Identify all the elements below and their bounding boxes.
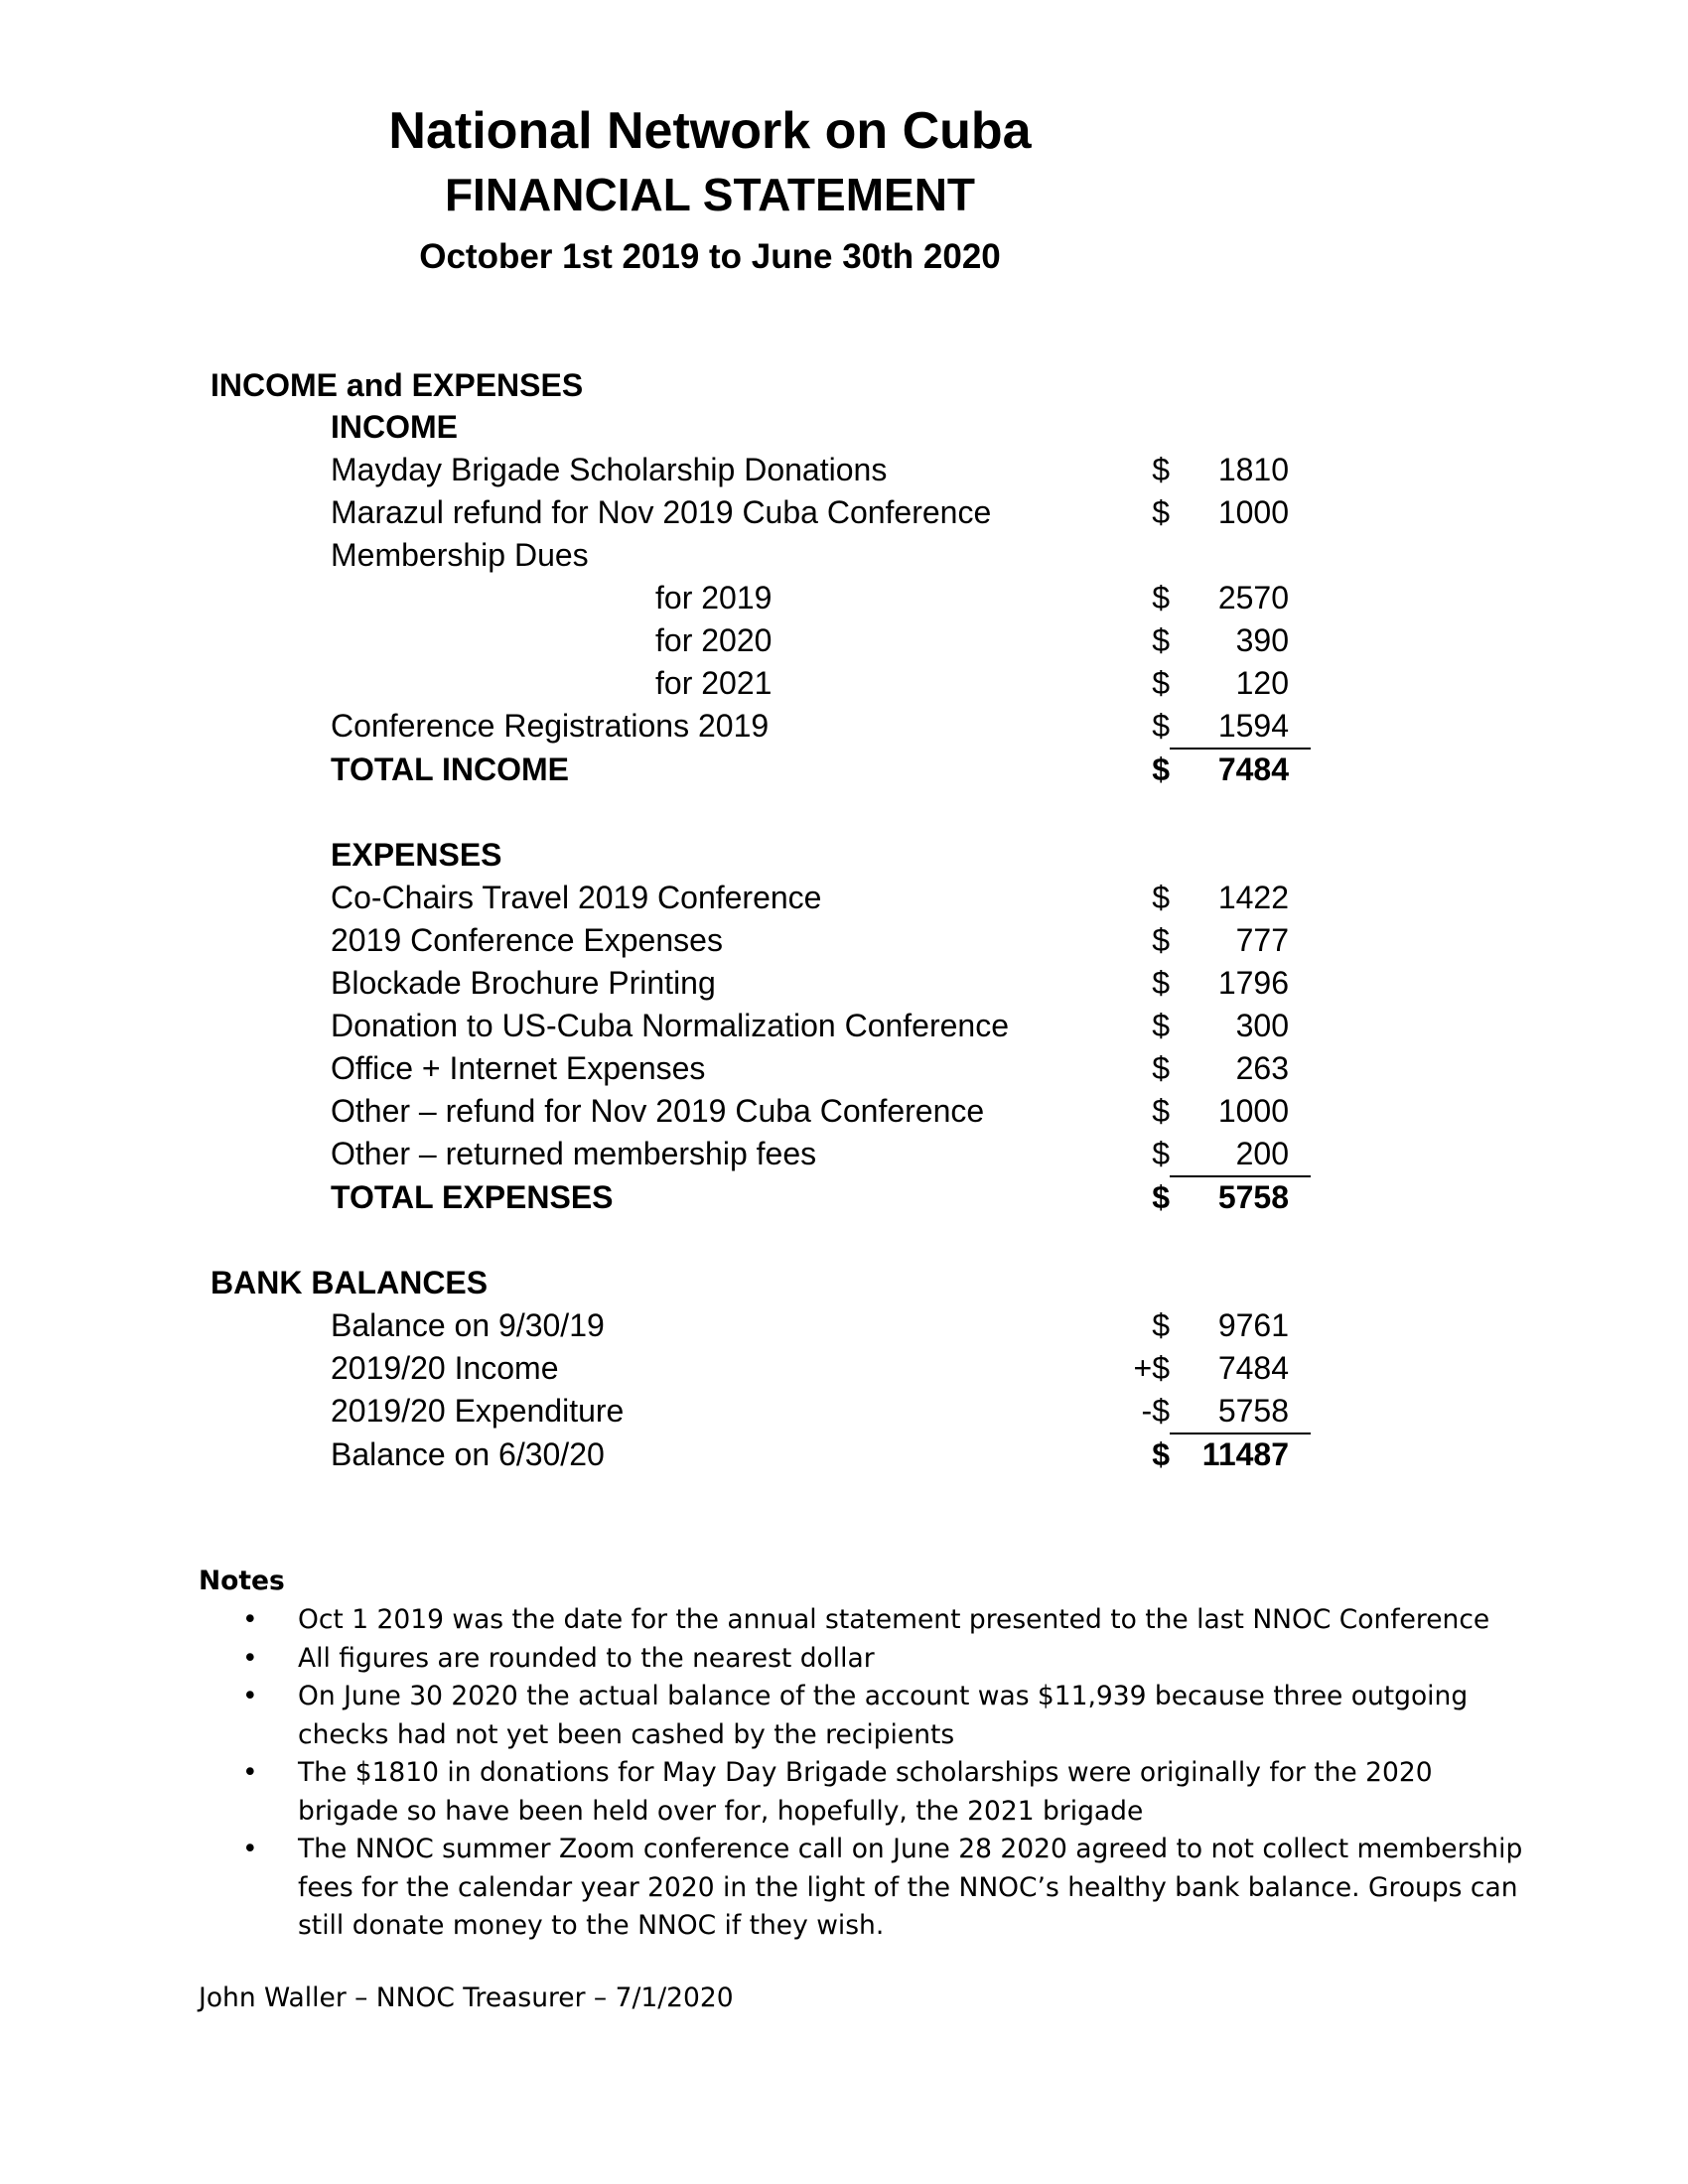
final-balance-currency: $: [1152, 1436, 1170, 1472]
income-heading: INCOME: [331, 409, 458, 445]
bullet-icon: •: [242, 1834, 258, 1864]
expense-currency: $: [1152, 1050, 1170, 1086]
income-row: [0, 704, 1688, 748]
expense-amount: 263: [1235, 1050, 1289, 1086]
bullet-icon: •: [242, 1757, 258, 1788]
notes-list: [199, 1601, 1539, 1946]
income-row: [0, 490, 1688, 534]
final-balance-amount: 11487: [1201, 1436, 1289, 1472]
balance-label: 2019/20 Expenditure: [331, 1393, 625, 1429]
expense-amount: 1796: [1217, 965, 1289, 1001]
total-income-amount: 7484: [1217, 751, 1289, 787]
balance-amount: 7484: [1217, 1350, 1289, 1386]
total-income-row: [0, 748, 1688, 791]
final-balance-row: [0, 1433, 1688, 1476]
income-row: [0, 618, 1688, 662]
expense-currency: $: [1152, 880, 1170, 915]
expense-row: [0, 918, 1688, 962]
income-currency: $: [1152, 452, 1170, 487]
income-label: Conference Registrations 2019: [331, 708, 770, 744]
income-amount: 390: [1235, 622, 1289, 658]
income-label: Mayday Brigade Scholarship Donations: [331, 452, 888, 487]
expense-label: Blockade Brochure Printing: [331, 965, 716, 1001]
income-amount: 1000: [1217, 494, 1289, 530]
expense-row: [0, 1132, 1688, 1175]
total-expenses-amount: 5758: [1217, 1179, 1289, 1215]
note-text: The NNOC summer Zoom conference call on June 28 2020 agreed to not collect membership fees for the calendar year 2020 in the light of the NNOC’s healthy bank balance. Groups can still donate money to the NNOC if they wish.: [298, 1834, 1523, 1941]
income-row: [0, 533, 1688, 577]
balance-label: 2019/20 Income: [331, 1350, 559, 1386]
document-subtitle: FINANCIAL STATEMENT: [444, 169, 976, 220]
total-income-label: TOTAL INCOME: [331, 751, 569, 787]
note-text: The $1810 in donations for May Day Brigade scholarships were originally for the 2020 brigade so have been held over for, hopefully, the 2021 brigade: [298, 1757, 1433, 1827]
expense-row: [0, 961, 1688, 1005]
expense-label: Co-Chairs Travel 2019 Conference: [331, 880, 822, 915]
expense-currency: $: [1152, 1093, 1170, 1129]
total-expenses-currency: $: [1152, 1179, 1170, 1215]
note-item: [199, 1678, 1539, 1754]
income-row: [0, 661, 1688, 705]
note-text: On June 30 2020 the actual balance of the account was $11,939 because three outgoing checks had not yet been cashed by the recipients: [298, 1681, 1469, 1750]
expense-amount: 200: [1235, 1136, 1289, 1171]
income-amount: 2570: [1217, 580, 1289, 615]
bank-balances-heading: BANK BALANCES: [211, 1265, 489, 1300]
expense-row: [0, 1089, 1688, 1133]
document-header: [0, 99, 1420, 288]
total-expenses-row: [0, 1175, 1688, 1219]
total-expenses-label: TOTAL EXPENSES: [331, 1179, 614, 1215]
expense-label: Donation to US-Cuba Normalization Conference: [331, 1008, 1010, 1043]
note-item: [199, 1601, 1539, 1640]
income-amount: 1810: [1217, 452, 1289, 487]
balance-currency: +$: [1133, 1350, 1170, 1386]
expenses-heading: EXPENSES: [331, 837, 502, 873]
note-text: All figures are rounded to the nearest dollar: [298, 1642, 875, 1674]
expense-amount: 1422: [1217, 880, 1289, 915]
expense-amount: 1000: [1217, 1093, 1289, 1129]
expense-label: Other – returned membership fees: [331, 1136, 817, 1171]
balance-row: [0, 1303, 1688, 1347]
income-currency: $: [1152, 580, 1170, 615]
notes-section: [199, 1562, 1539, 1946]
expense-amount: 300: [1235, 1008, 1289, 1043]
note-item: [199, 1640, 1539, 1679]
bullet-icon: •: [242, 1681, 258, 1711]
treasurer-signature-line: John Waller – NNOC Treasurer – 7/1/2020: [199, 1982, 734, 2013]
income-row: [0, 448, 1688, 491]
expense-label: 2019 Conference Expenses: [331, 922, 723, 958]
expense-currency: $: [1152, 922, 1170, 958]
expense-row: [0, 1046, 1688, 1090]
notes-title: Notes: [199, 1566, 285, 1596]
final-balance-label: Balance on 6/30/20: [331, 1436, 605, 1472]
expense-row: [0, 1004, 1688, 1047]
bullet-icon: •: [242, 1642, 258, 1674]
expense-label: Other – refund for Nov 2019 Cuba Conference: [331, 1093, 985, 1129]
income-currency: $: [1152, 665, 1170, 701]
income-currency: $: [1152, 708, 1170, 744]
expense-currency: $: [1152, 1008, 1170, 1043]
income-label: for 2020: [655, 622, 773, 658]
total-income-currency: $: [1152, 751, 1170, 787]
note-text: Oct 1 2019 was the date for the annual statement presented to the last NNOC Conference: [298, 1604, 1490, 1635]
balance-row: [0, 1346, 1688, 1390]
balance-amount: 9761: [1217, 1307, 1289, 1343]
note-item: [199, 1754, 1539, 1831]
income-row: [0, 576, 1688, 619]
document-title: National Network on Cuba: [388, 102, 1032, 160]
expense-currency: $: [1152, 1136, 1170, 1171]
balance-label: Balance on 9/30/19: [331, 1307, 605, 1343]
income-expenses-heading: INCOME and EXPENSES: [211, 367, 584, 403]
income-currency: $: [1152, 622, 1170, 658]
expense-currency: $: [1152, 965, 1170, 1001]
income-label: for 2021: [655, 665, 773, 701]
income-label: for 2019: [655, 580, 773, 615]
note-item: [199, 1831, 1539, 1946]
statement-period: October 1st 2019 to June 30th 2020: [419, 237, 1001, 276]
income-amount: 1594: [1217, 708, 1289, 744]
balance-currency: -$: [1141, 1393, 1170, 1429]
income-label: Membership Dues: [331, 537, 589, 573]
expense-row: [0, 876, 1688, 919]
income-amount: 120: [1235, 665, 1289, 701]
expense-amount: 777: [1235, 922, 1289, 958]
balance-amount: 5758: [1217, 1393, 1289, 1429]
bullet-icon: •: [242, 1604, 258, 1635]
income-currency: $: [1152, 494, 1170, 530]
income-label: Marazul refund for Nov 2019 Cuba Conference: [331, 494, 992, 530]
balance-currency: $: [1152, 1307, 1170, 1343]
expense-label: Office + Internet Expenses: [331, 1050, 706, 1086]
balance-row: [0, 1389, 1688, 1433]
